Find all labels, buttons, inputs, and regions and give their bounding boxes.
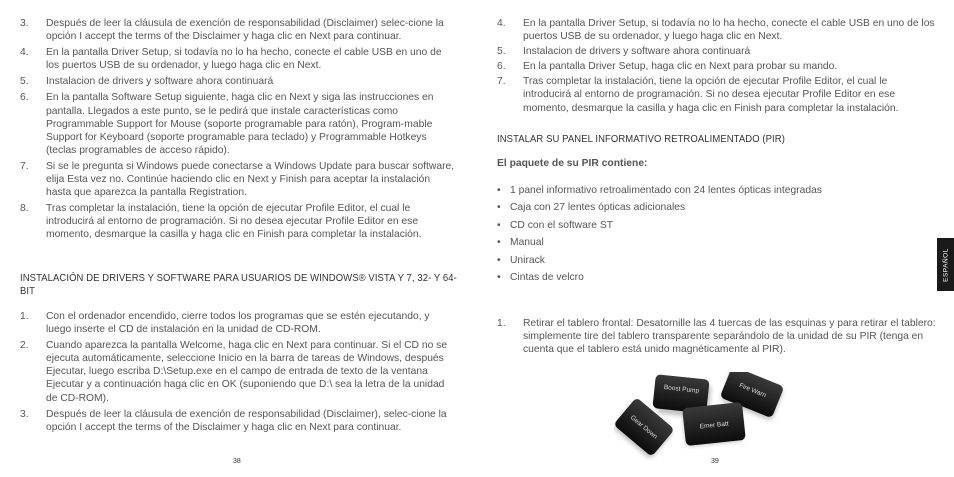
list-item: • Unirack <box>497 254 545 266</box>
package-contents-list <box>497 184 927 288</box>
list-item: 6. En la pantalla Software Setup siguiente, haga clic en Next y siga las instrucciones en pantalla. Llegados a este punto, se le pedirá que instale características como Programmable Support for Mouse (soporte programable para ratón), Program-mable Support for Keyboard (soporte programable para teclado) y Programmable Hotkeys (teclas programables de acceso rápido). <box>20 92 434 156</box>
list-item: 4. En la pantalla Driver Setup, si todavía no lo ha hecho, conecte el cable USB en uno de los puertos USB de su ordenador, y luego haga clic en Next. <box>20 47 442 72</box>
list-item: • 1 panel informativo retroalimentado con 24 lentes ópticas integradas <box>497 185 822 196</box>
section-heading: INSTALACIÓN DE DRIVERS Y SOFTWARE PARA USUARIOS DE WINDOWS® VISTA Y 7, 32- Y 64-BIT <box>20 273 457 297</box>
tile-label: Gear Down <box>628 414 659 441</box>
page-number: 39 <box>711 458 719 465</box>
list-item: 4. En la pantalla Driver Setup, si todavía no lo ha hecho, conecte el cable USB en uno de los puertos USB de su ordenador, y luego haga clic en Next. <box>497 18 935 43</box>
language-tab-label: ESPAÑOL <box>942 247 949 282</box>
page-number: 38 <box>233 458 241 465</box>
list-item: 1. Retirar el tablero frontal: Desatornille las 4 tuercas de las esquinas y para retirar el tablero: simplemente tire del tablero transparente separándolo de la unidad de su PIR (tenga en cuenta que el tablero está unido magnéticamente al PIR). <box>497 318 936 356</box>
section-heading: INSTALAR SU PANEL INFORMATIVO RETROALIMENTADO (PIR) <box>497 134 785 145</box>
list-item: 3. Después de leer la cláusula de exención de responsabilidad (Disclaimer), selec-cione la opción I accept the terms of the Disclaimer y haga clic en Next para continuar. <box>20 408 447 433</box>
list-item: 8. Tras completar la instalación, tiene la opción de ejecutar Profile Editor, el cual le introducirá al entorno de programación. Si no desea ejecutar Profile Editor en ese momento, desmarque la casilla y haga clic en Finish para completar la instalación. <box>20 203 422 241</box>
list-item: • Caja con 27 lentes ópticas adicionales <box>497 202 686 214</box>
list-item: • Cintas de velcro <box>497 271 584 283</box>
right-list-1 <box>497 17 937 116</box>
tile-label: Boost Pump <box>663 384 700 395</box>
left-list-1 <box>20 17 457 243</box>
left-list-2 <box>20 310 457 435</box>
optical-lenses-photo <box>614 372 804 464</box>
list-item: • Manual <box>497 237 544 249</box>
right-list-2 <box>497 317 937 357</box>
package-contents-heading: El paquete de su PIR contiene: <box>497 158 648 169</box>
language-tab <box>937 238 954 291</box>
lens-tile-emer-batt <box>682 402 746 446</box>
list-item: • CD con el software ST <box>497 219 614 231</box>
list-item: 1. Con el ordenador encendido, cierre todos los programas que se estén ejecutando, y luego inserte el CD de instalación en la unidad de CD-ROM. <box>20 311 430 336</box>
list-item: 7. Si se le pregunta si Windows puede conectarse a Windows Update para buscar software, elija Esta vez no. Continúe haciendo clic en Next y Finish para aceptar la instalación hasta que aparezca la pantalla Registration. <box>20 160 455 199</box>
list-item: 3. Después de leer la cláusula de exención de responsabilidad (Disclaimer) selec-cione la opción I accept the terms of the Disclaimer y haga clic en Next para continuar. <box>20 18 444 43</box>
list-item: 5. Instalacion de drivers y software ahora continuará <box>20 76 274 88</box>
tile-label: Emer Batt <box>699 420 729 431</box>
list-item: 7. Tras completar la instalación, tiene la opción de ejecutar Profile Editor, el cual le introducirá al entorno de programación. Si no desea ejecutar Profile Editor en ese momento, desmarque la casilla y haga clic en Finish para completar la instalación. <box>497 76 899 114</box>
list-item: 5. Instalacion de drivers y software ahora continuará <box>497 46 751 58</box>
list-item: 2. Cuando aparezca la pantalla Welcome, haga clic en Next para continuar. Si el CD no se ejecuta automáticamente, seleccione Inicio en la barra de tareas de Windows, después Ejecutar, luego escriba D:\Setup.exe en el campo de entrada de texto de la ventana Ejecutar y a continuación haga clic en OK (suponiendo que D:\ sea la letra de la unidad de CD-ROM). <box>20 340 448 404</box>
list-item: 6. En la pantalla Driver Setup, haga clic en Next para probar su mando. <box>497 61 838 73</box>
tile-label: Fire Warn <box>738 382 767 400</box>
